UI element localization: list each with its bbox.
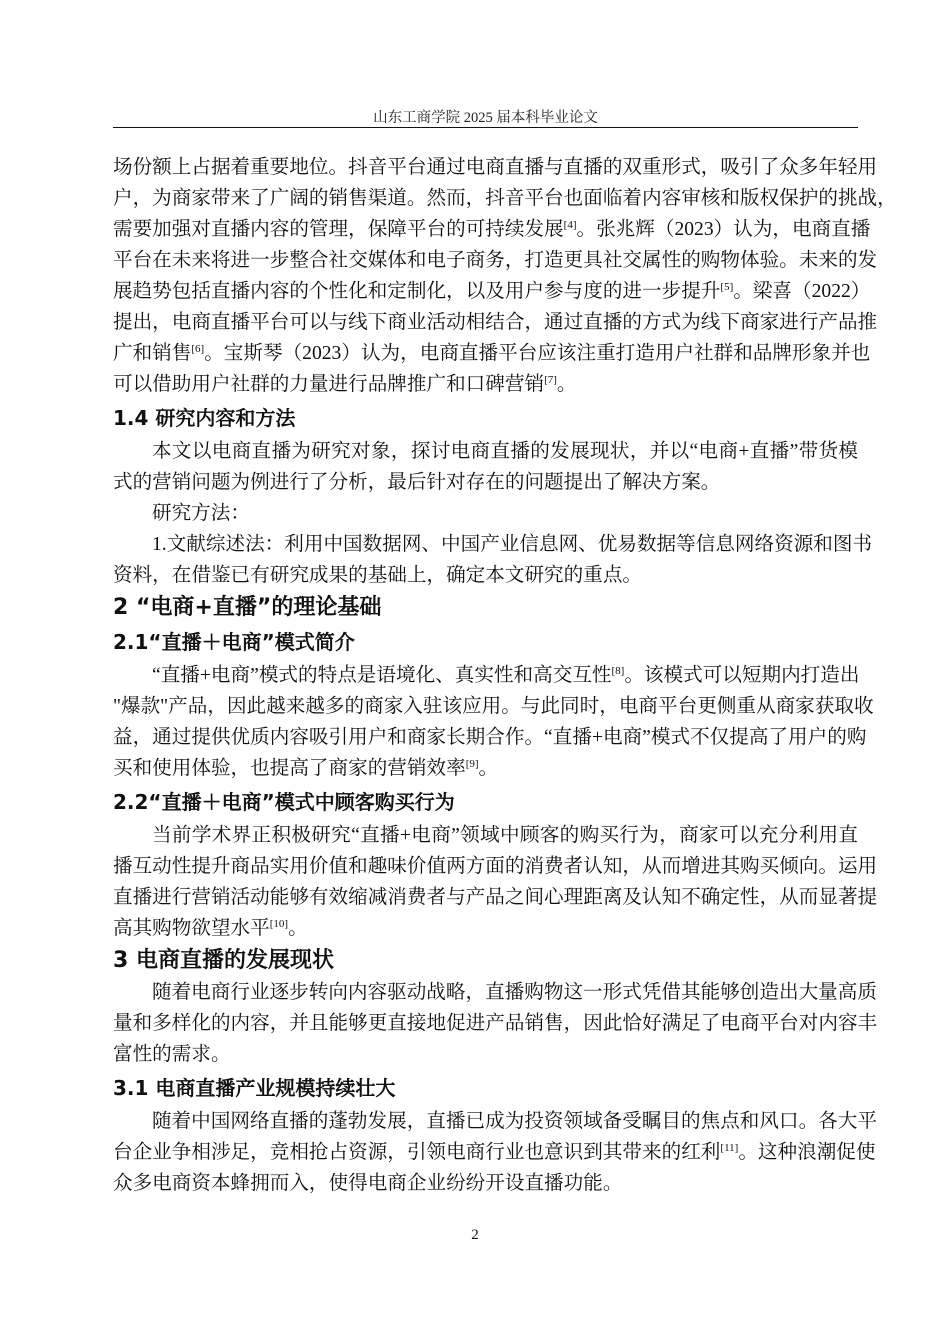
- text-line: [113, 560, 858, 591]
- line-text: 。: [478, 758, 499, 779]
- line-text: 众多电商资本蜂拥而入，使得电商企业纷纷开设直播功能。: [113, 1173, 623, 1194]
- text-line: [113, 1168, 858, 1199]
- text-line: [113, 245, 878, 276]
- line-text: 直播进行营销活动能够有效缩减消费者与产品之间心理距离及认知不确定性，从而显著提: [113, 887, 878, 908]
- paragraph: [113, 1106, 877, 1199]
- text-line: [113, 660, 858, 691]
- paragraph: [113, 977, 878, 1070]
- line-text: 随着中国网络直播的蓬勃发展，直播已成为投资领域备受瞩目的焦点和风口。各大平: [152, 1111, 877, 1132]
- text-line: [113, 307, 878, 338]
- line-text: 。该模式可以短期内打造出: [624, 665, 860, 686]
- text-line: [113, 529, 873, 560]
- paragraph: [113, 436, 858, 498]
- text-line: [113, 1137, 876, 1168]
- document-body: [113, 152, 897, 1199]
- text-line: [113, 436, 858, 467]
- line-text: 。: [288, 918, 308, 939]
- line-text: 买和使用体验，也提高了商家的营销效率: [113, 758, 466, 779]
- text-line: [113, 851, 878, 882]
- line-text: 可以借助用户社群的力量进行品牌推广和口碑营销: [113, 374, 545, 395]
- line-text: 播互动性提升商品实用价值和趣味价值两方面的消费者认知，从而增进其购买倾向。运用: [113, 856, 878, 877]
- paragraph: [113, 498, 858, 529]
- line-text: 台企业争相涉足，竞相抢占资源，引领电商行业也意识到其带来的红利: [113, 1142, 721, 1163]
- line-text: 广和销售: [113, 343, 192, 364]
- section-heading: 2 “电商+直播”的理论基础: [113, 595, 382, 620]
- running-header: 山东工商学院 2025 届本科毕业论文: [373, 110, 598, 126]
- subsection-heading: 2.1“直播＋电商”模式简介: [113, 630, 355, 654]
- line-text: 量和多样化的内容，并且能够更直接地促进产品销售，因此恰好满足了电商平台对内容丰: [113, 1013, 878, 1034]
- page-number: 2: [471, 1227, 479, 1243]
- text-line: [113, 1039, 858, 1070]
- line-text: 。这种浪潮促使: [738, 1142, 876, 1163]
- line-text: 高其购物欲望水平: [113, 918, 270, 939]
- citation-ref: [5]: [720, 281, 734, 293]
- citation-ref: [9]: [465, 758, 479, 770]
- paragraph: [113, 152, 897, 400]
- citation-ref: [10]: [269, 918, 289, 930]
- text-line: [113, 753, 858, 784]
- line-text: 本文以电商直播为研究对象，探讨电商直播的发展现状，并以“电商+直播”带货模: [152, 441, 858, 462]
- citation-ref: [6]: [191, 343, 205, 355]
- text-line: [113, 338, 871, 369]
- text-line: [113, 882, 878, 913]
- line-text: 。宝斯琴（2023）认为，电商直播平台应该注重打造用户社群和品牌形象并也: [204, 343, 871, 364]
- line-text: 平台在未来将进一步整合社交媒体和电子商务，打造更具社交属性的购物体验。未来的发: [113, 250, 878, 271]
- text-line: [113, 369, 858, 400]
- text-line: [113, 467, 858, 498]
- line-text: 式的营销问题为例进行了分析，最后针对存在的问题提出了解决方案。: [113, 472, 721, 493]
- text-line: [113, 820, 858, 851]
- line-text: 富性的需求。: [113, 1044, 231, 1065]
- text-line: [113, 1106, 877, 1137]
- text-line: [113, 498, 858, 529]
- text-line: [113, 913, 858, 944]
- section-heading: 3 电商直播的发展现状: [113, 948, 334, 973]
- line-text: 1.文献综述法：利用中国数据网、中国产业信息网、优易数据等信息网络资源和图书: [152, 534, 873, 555]
- line-text: 随着电商行业逐步转向内容驱动战略，直播购物这一形式凭借其能够创造出大量高质: [152, 982, 877, 1003]
- subsection-heading: 3.1 电商直播产业规模持续壮大: [113, 1076, 396, 1100]
- line-text: 资料，在借鉴已有研究成果的基础上，确定本文研究的重点。: [113, 565, 643, 586]
- line-text: 户，为商家带来了广阔的销售渠道。然而，抖音平台也面临着内容审核和版权保护的挑战，: [113, 188, 897, 209]
- line-text: 。张兆辉（2023）认为，电商直播: [576, 219, 871, 240]
- text-line: [113, 214, 871, 245]
- header-rule: [113, 127, 858, 128]
- paragraph: [113, 529, 873, 591]
- line-text: 当前学术界正积极研究“直播+电商”领域中顾客的购买行为，商家可以充分利用直: [152, 825, 858, 846]
- line-text: “直播+电商”模式的特点是语境化、真实性和高交互性: [152, 665, 612, 686]
- line-text: 益，通过提供优质内容吸引用户和商家长期合作。“直播+电商”模式不仅提高了用户的购: [113, 727, 867, 748]
- text-line: [113, 691, 874, 722]
- citation-ref: [4]: [563, 219, 577, 231]
- citation-ref: [11]: [720, 1142, 739, 1154]
- text-line: [113, 977, 877, 1008]
- line-text: 场份额上占据着重要地位。抖音平台通过电商直播与直播的双重形式，吸引了众多年轻用: [113, 157, 878, 178]
- citation-ref: [7]: [544, 374, 557, 386]
- line-text: 。: [556, 374, 577, 395]
- line-text: 研究方法：: [152, 503, 250, 524]
- text-line: [113, 152, 878, 183]
- paragraph: [113, 820, 878, 944]
- citation-ref: [8]: [611, 665, 625, 677]
- text-line: [113, 722, 867, 753]
- line-text: 展趋势包括直播内容的个性化和定制化，以及用户参与度的进一步提升: [113, 281, 721, 302]
- text-line: [113, 183, 897, 214]
- line-text: 需要加强对直播内容的管理，保障平台的可持续发展: [113, 219, 564, 240]
- line-text: 提出，电商直播平台可以与线下商业活动相结合，通过直播的方式为线下商家进行产品推: [113, 312, 878, 333]
- subsection-heading: 2.2“直播＋电商”模式中顾客购买行为: [113, 790, 455, 814]
- text-line: [113, 276, 871, 307]
- text-line: [113, 1008, 878, 1039]
- subsection-heading: 1.4 研究内容和方法: [113, 406, 296, 430]
- paragraph: [113, 660, 874, 784]
- line-text: "爆款"产品，因此越来越多的商家入驻该应用。与此同时，电商平台更侧重从商家获取收: [113, 696, 874, 717]
- line-text: 。梁喜（2022）: [733, 281, 871, 302]
